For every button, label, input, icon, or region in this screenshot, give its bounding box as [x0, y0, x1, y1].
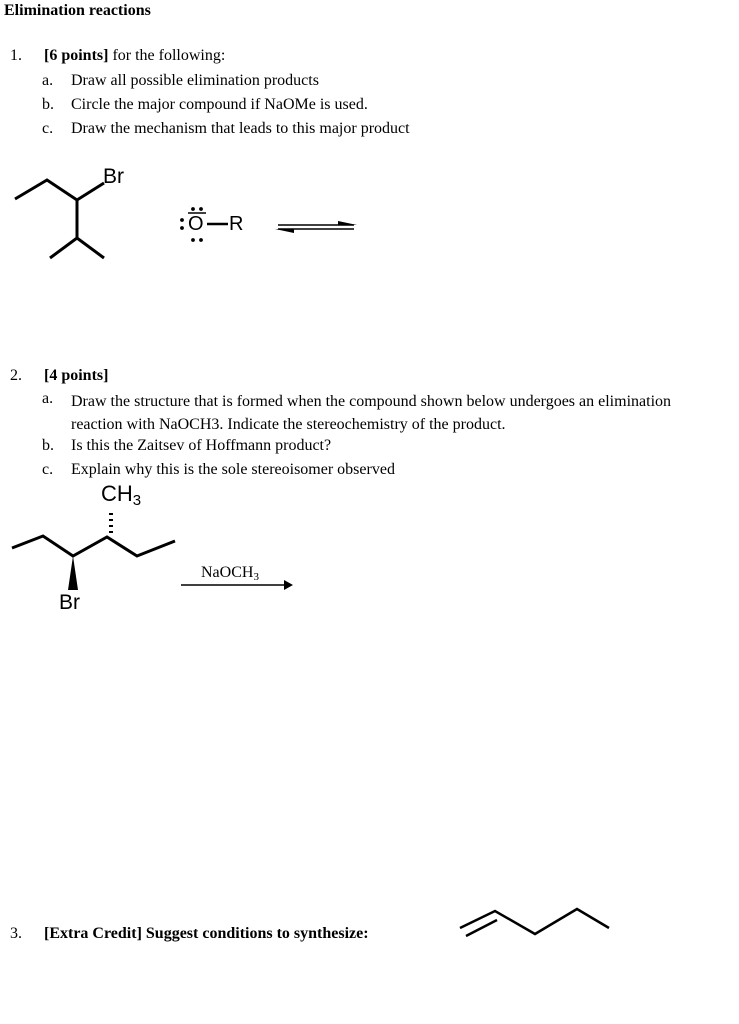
q2-ch3-main: CH	[101, 481, 133, 506]
q1-points: [6 points]	[44, 47, 109, 64]
q2-reagent-subscript: 3	[253, 571, 259, 583]
q1-item-c-text: Draw the mechanism that leads to this major product	[71, 120, 410, 137]
page-title: Elimination reactions	[4, 2, 151, 19]
q1-intro: for the following:	[112, 47, 226, 64]
q2-number: 2.	[10, 367, 22, 384]
q2-item-b-text: Is this the Zaitsev of Hoffmann product?	[71, 437, 332, 454]
q1-item-b-letter: b.	[42, 96, 54, 113]
q1-item-b-text: Circle the major compound if NaOMe is used.	[71, 96, 368, 113]
q1-br-label: Br	[103, 165, 124, 188]
q2-item-c-letter: c.	[42, 461, 54, 478]
q2-item-c-text: Explain why this is the sole stereoisomer observed	[71, 461, 395, 478]
q1-number: 1.	[10, 47, 22, 64]
q3-number: 3.	[10, 925, 22, 942]
q1-oxygen-label: O	[188, 213, 204, 235]
q1-item-a-text: Draw all possible elimination products	[71, 72, 319, 89]
q1-item-c-letter: c.	[42, 120, 54, 137]
q2-item-a-letter: a.	[42, 390, 54, 407]
q2-item-a-text: Draw the structure that is formed when the compound shown below undergoes an elimination reaction with NaOCH3. Indicate the stereochemistry of the product.	[71, 393, 672, 433]
q2-points: [4 points]	[44, 367, 109, 384]
q2-br-label: Br	[59, 591, 80, 614]
q2-item-b-letter: b.	[42, 437, 54, 454]
q3-prompt: [Extra Credit] Suggest conditions to synthesize:	[44, 925, 369, 942]
q1-r-label: R	[229, 213, 244, 235]
q2-reagent-main: NaOCH	[201, 564, 254, 581]
q1-item-a-letter: a.	[42, 72, 54, 89]
q2-ch3-subscript: 3	[132, 492, 142, 509]
